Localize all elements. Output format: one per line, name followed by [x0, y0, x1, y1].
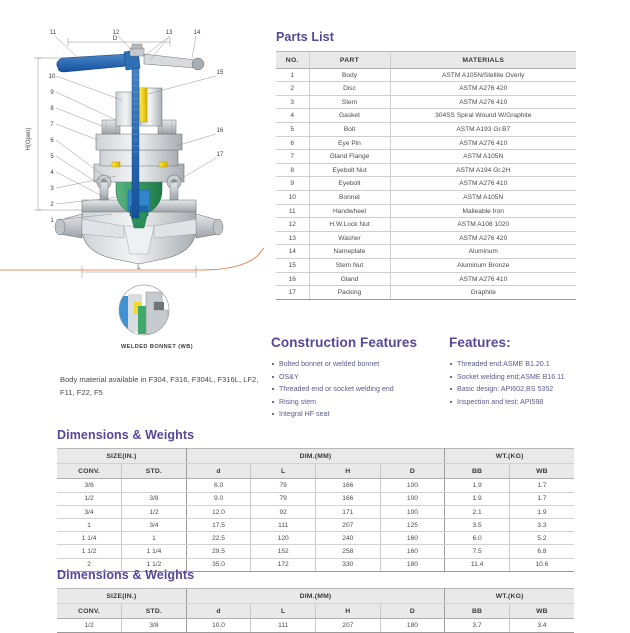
- construction-features-list: [271, 358, 446, 421]
- parts-cell-no: 2: [276, 82, 309, 96]
- list-item: Integral HF seat: [271, 408, 446, 421]
- dim2-col-H: H: [316, 604, 381, 619]
- parts-cell-no: 8: [276, 163, 309, 177]
- dim-cell-conv: 1 1/4: [57, 532, 122, 545]
- table-row: [276, 68, 576, 82]
- parts-col-part: PART: [309, 52, 390, 69]
- parts-cell-material: Aluminum: [390, 245, 576, 259]
- table-row: [276, 177, 576, 191]
- parts-cell-material: ASTM A276 410: [390, 272, 576, 286]
- dimensions-weights-section-1: [57, 428, 574, 572]
- parts-cell-part: Packing: [309, 286, 390, 300]
- parts-cell-material: ASTM A276 410: [390, 136, 576, 150]
- parts-cell-part: Body: [309, 68, 390, 82]
- parts-cell-material: Graphite: [390, 286, 576, 300]
- dim-cell-D: 180: [380, 619, 445, 632]
- parts-cell-part: Eyebolt: [309, 177, 390, 191]
- callout-9: 9: [50, 90, 54, 96]
- dim-cell-WB: 1.9: [509, 505, 574, 518]
- dim-cell-H: 166: [316, 479, 381, 492]
- dim-cell-conv: 3/8: [57, 479, 122, 492]
- parts-cell-part: Gland Flange: [309, 150, 390, 164]
- parts-cell-no: 13: [276, 231, 309, 245]
- parts-cell-no: 11: [276, 204, 309, 218]
- table-row: [57, 479, 574, 492]
- features-list: [449, 358, 629, 408]
- parts-cell-material: ASTM A105N: [390, 150, 576, 164]
- table-row: [276, 122, 576, 136]
- parts-cell-part: Eyebolt Nut: [309, 163, 390, 177]
- callout-12: 12: [112, 30, 120, 36]
- dim-cell-D: 180: [380, 558, 445, 571]
- table-row: [276, 218, 576, 232]
- dimensions-table-1: [57, 448, 574, 572]
- parts-cell-material: Aluminum Bronze: [390, 258, 576, 272]
- callout-1: 1: [50, 218, 54, 224]
- construction-features-section: [271, 335, 446, 421]
- dim-cell-WB: 3.3: [509, 518, 574, 531]
- dim2-group-wt: WT.(KG): [445, 589, 574, 604]
- dim-cell-D: 160: [380, 532, 445, 545]
- dimensions-title-2: Dimensions & Weights: [57, 568, 195, 582]
- parts-cell-material: ASTM A276 420: [390, 82, 576, 96]
- dim2-col-d: d: [186, 604, 251, 619]
- dim-cell-BB: 1.9: [445, 479, 510, 492]
- dim1-col-WB: WB: [509, 464, 574, 479]
- parts-cell-no: 4: [276, 109, 309, 123]
- dim-cell-d: 9.0: [186, 492, 251, 505]
- dim1-col-BB: BB: [445, 464, 510, 479]
- parts-cell-no: 9: [276, 177, 309, 191]
- table-row: [57, 518, 574, 531]
- dimension-label-D: D: [112, 35, 118, 42]
- dim-cell-BB: 11.4: [445, 558, 510, 571]
- table-row: [276, 204, 576, 218]
- parts-cell-no: 16: [276, 272, 309, 286]
- table-row: [276, 231, 576, 245]
- dim1-group-size: SIZE(IN.): [57, 449, 186, 464]
- dim-cell-d: 17.5: [186, 518, 251, 531]
- dim-cell-D: 125: [380, 518, 445, 531]
- parts-cell-material: ASTM A276 410: [390, 177, 576, 191]
- dim1-col-std: STD.: [122, 464, 187, 479]
- dim-cell-BB: 6.0: [445, 532, 510, 545]
- parts-cell-no: 7: [276, 150, 309, 164]
- parts-cell-no: 17: [276, 286, 309, 300]
- dim-cell-D: 100: [380, 479, 445, 492]
- dim-cell-BB: 1.9: [445, 492, 510, 505]
- dim-cell-d: 12.0: [186, 505, 251, 518]
- dim2-col-L: L: [251, 604, 316, 619]
- callout-4: 4: [50, 170, 54, 176]
- dim-cell-H: 240: [316, 532, 381, 545]
- parts-cell-material: ASTM A108 1020: [390, 218, 576, 232]
- dim-cell-conv: 1/2: [57, 619, 122, 632]
- list-item: OS&Y: [271, 371, 446, 384]
- dim-cell-H: 207: [316, 518, 381, 531]
- dim-cell-WB: 3.4: [509, 619, 574, 632]
- features-section: [449, 335, 629, 408]
- dim2-col-conv: CONV.: [57, 604, 122, 619]
- dim1-col-H: H: [316, 464, 381, 479]
- valve-cross-section-drawing: [20, 14, 260, 284]
- dim-cell-H: 258: [316, 545, 381, 558]
- parts-cell-no: 3: [276, 95, 309, 109]
- table-row: [276, 163, 576, 177]
- parts-cell-part: Nameplate: [309, 245, 390, 259]
- parts-cell-material: ASTM A194 Gr.2H: [390, 163, 576, 177]
- dim-cell-std: 1: [122, 532, 187, 545]
- list-item: Bolted bonnet or welded bonnet: [271, 358, 446, 371]
- parts-cell-material: 304SS Spiral Wound W/Graphite: [390, 109, 576, 123]
- dim2-col-D: D: [380, 604, 445, 619]
- dim-cell-conv: 1/2: [57, 492, 122, 505]
- dim-cell-D: 100: [380, 505, 445, 518]
- list-item: Inspection and test: API598: [449, 396, 629, 409]
- parts-cell-part: Stem Nut: [309, 258, 390, 272]
- dimensions-weights-section-2: [57, 568, 574, 633]
- dim-cell-WB: 5.2: [509, 532, 574, 545]
- dim1-col-L: L: [251, 464, 316, 479]
- parts-cell-part: H.W.Lock Nut: [309, 218, 390, 232]
- table-row: [276, 245, 576, 259]
- parts-cell-part: Gland: [309, 272, 390, 286]
- parts-cell-part: Eye Pin: [309, 136, 390, 150]
- callout-8: 8: [50, 106, 54, 112]
- table-row: [276, 95, 576, 109]
- list-item: Socket welding end;ASME B16.11: [449, 371, 629, 384]
- body-material-note: Body material available in F304, F316, F304L, F316L, LF2, F11, F22, F5: [60, 375, 259, 397]
- dimensions-table-2: [57, 588, 574, 633]
- dim-cell-H: 166: [316, 492, 381, 505]
- table-row: [276, 109, 576, 123]
- dim2-group-header-row: [57, 589, 574, 604]
- table-row: [276, 82, 576, 96]
- dim2-column-header-row: [57, 604, 574, 619]
- valve-diagram-column: [0, 0, 268, 430]
- table-row: [276, 190, 576, 204]
- callout-16: 16: [216, 128, 224, 134]
- parts-cell-no: 6: [276, 136, 309, 150]
- parts-cell-no: 12: [276, 218, 309, 232]
- dim2-group-size: SIZE(IN.): [57, 589, 186, 604]
- dim-cell-std: 3/4: [122, 518, 187, 531]
- dim2-group-dim: DIM.(MM): [186, 589, 445, 604]
- parts-list-table: [276, 51, 576, 300]
- dim2-col-std: STD.: [122, 604, 187, 619]
- callout-5: 5: [50, 154, 54, 160]
- dim1-col-conv: CONV.: [57, 464, 122, 479]
- dim1-column-header-row: [57, 464, 574, 479]
- dim2-col-WB: WB: [509, 604, 574, 619]
- construction-features-title: Construction Features: [271, 335, 418, 350]
- parts-cell-no: 10: [276, 190, 309, 204]
- dim-cell-BB: 3.5: [445, 518, 510, 531]
- dimensions-title-1: Dimensions & Weights: [57, 428, 195, 442]
- dim-cell-d: 35.0: [186, 558, 251, 571]
- dim-cell-L: 152: [251, 545, 316, 558]
- parts-cell-material: ASTM A276 410: [390, 95, 576, 109]
- callout-3: 3: [50, 186, 54, 192]
- dim-cell-std: [122, 479, 187, 492]
- dim-cell-d: 10.0: [186, 619, 251, 632]
- dim-cell-conv: 3/4: [57, 505, 122, 518]
- callout-7: 7: [50, 122, 54, 128]
- table-row: [276, 272, 576, 286]
- parts-cell-part: Disc: [309, 82, 390, 96]
- dim-cell-L: 79: [251, 492, 316, 505]
- welded-bonnet-detail-drawing: [112, 278, 176, 342]
- dim-cell-L: 120: [251, 532, 316, 545]
- parts-cell-material: ASTM A193 Gr.B7: [390, 122, 576, 136]
- dim-cell-WB: 6.8: [509, 545, 574, 558]
- table-row: [276, 286, 576, 300]
- dim-cell-WB: 1.7: [509, 479, 574, 492]
- dim-cell-BB: 2.1: [445, 505, 510, 518]
- dim-cell-std: 3/8: [122, 619, 187, 632]
- dim-cell-d: 29.5: [186, 545, 251, 558]
- dim-cell-conv: 2: [57, 558, 122, 571]
- dim-cell-WB: 1.7: [509, 492, 574, 505]
- callout-6: 6: [50, 138, 54, 144]
- dim1-col-D: D: [380, 464, 445, 479]
- dim-cell-H: 171: [316, 505, 381, 518]
- dim-cell-L: 172: [251, 558, 316, 571]
- dimension-label-L: L: [137, 264, 141, 271]
- dim-cell-L: 111: [251, 518, 316, 531]
- list-item: Basic design: API602,BS 5352: [449, 383, 629, 396]
- parts-cell-no: 5: [276, 122, 309, 136]
- parts-cell-no: 14: [276, 245, 309, 259]
- table-row: [57, 545, 574, 558]
- dim-cell-H: 330: [316, 558, 381, 571]
- dim-cell-WB: 10.6: [509, 558, 574, 571]
- dimension-label-H: H(Open): [26, 127, 32, 151]
- parts-cell-part: Gasket: [309, 109, 390, 123]
- dim-cell-std: 1 1/4: [122, 545, 187, 558]
- list-item: Threaded end:ASME B1.20.1: [449, 358, 629, 371]
- callout-2: 2: [50, 202, 54, 208]
- parts-cell-material: ASTM A276 420: [390, 231, 576, 245]
- table-row: [57, 619, 574, 632]
- dim-cell-std: 1 1/2: [122, 558, 187, 571]
- dim-cell-D: 160: [380, 545, 445, 558]
- dim1-group-header-row: [57, 449, 574, 464]
- dim-cell-std: 1/2: [122, 505, 187, 518]
- parts-list-title: Parts List: [276, 30, 334, 44]
- table-row: [276, 136, 576, 150]
- parts-cell-no: 1: [276, 68, 309, 82]
- dim1-group-dim: DIM.(MM): [186, 449, 445, 464]
- welded-bonnet-caption: WELDED BONNET (WB): [120, 344, 194, 350]
- dim-cell-L: 79: [251, 479, 316, 492]
- dim-cell-D: 100: [380, 492, 445, 505]
- parts-table-header-row: [276, 52, 576, 69]
- callout-15: 15: [216, 70, 224, 76]
- dim-cell-BB: 3.7: [445, 619, 510, 632]
- parts-cell-part: Bonnet: [309, 190, 390, 204]
- dim-cell-std: 3/8: [122, 492, 187, 505]
- callout-14: 14: [193, 30, 201, 36]
- dim-cell-d: 6.0: [186, 479, 251, 492]
- table-row: [57, 492, 574, 505]
- parts-cell-part: Washer: [309, 231, 390, 245]
- callout-13: 13: [165, 30, 173, 36]
- callout-10: 10: [48, 74, 56, 80]
- features-title: Features:: [449, 335, 511, 350]
- dim-cell-BB: 7.5: [445, 545, 510, 558]
- callout-17: 17: [216, 152, 224, 158]
- dim1-group-wt: WT.(KG): [445, 449, 574, 464]
- table-row: [276, 258, 576, 272]
- list-item: Threaded end or socket welding end: [271, 383, 446, 396]
- dim-cell-conv: 1 1/2: [57, 545, 122, 558]
- dim-cell-d: 22.5: [186, 532, 251, 545]
- parts-col-no: NO.: [276, 52, 309, 69]
- parts-cell-part: Stem: [309, 95, 390, 109]
- parts-list-section: [276, 30, 576, 300]
- list-item: Rising stem: [271, 396, 446, 409]
- parts-cell-material: ASTM A105N/Stellite Overly: [390, 68, 576, 82]
- parts-cell-material: Malleable Iron: [390, 204, 576, 218]
- parts-cell-part: Bolt: [309, 122, 390, 136]
- dim1-col-d: d: [186, 464, 251, 479]
- parts-cell-no: 15: [276, 258, 309, 272]
- table-row: [276, 150, 576, 164]
- callout-11: 11: [49, 30, 57, 36]
- parts-cell-part: Handwheel: [309, 204, 390, 218]
- dim2-col-BB: BB: [445, 604, 510, 619]
- parts-cell-material: ASTM A105N: [390, 190, 576, 204]
- dim-cell-L: 111: [251, 619, 316, 632]
- dim-cell-L: 92: [251, 505, 316, 518]
- dim-cell-H: 207: [316, 619, 381, 632]
- parts-col-materials: MATERIALS: [390, 52, 576, 69]
- dim-cell-conv: 1: [57, 518, 122, 531]
- table-row: [57, 505, 574, 518]
- table-row: [57, 532, 574, 545]
